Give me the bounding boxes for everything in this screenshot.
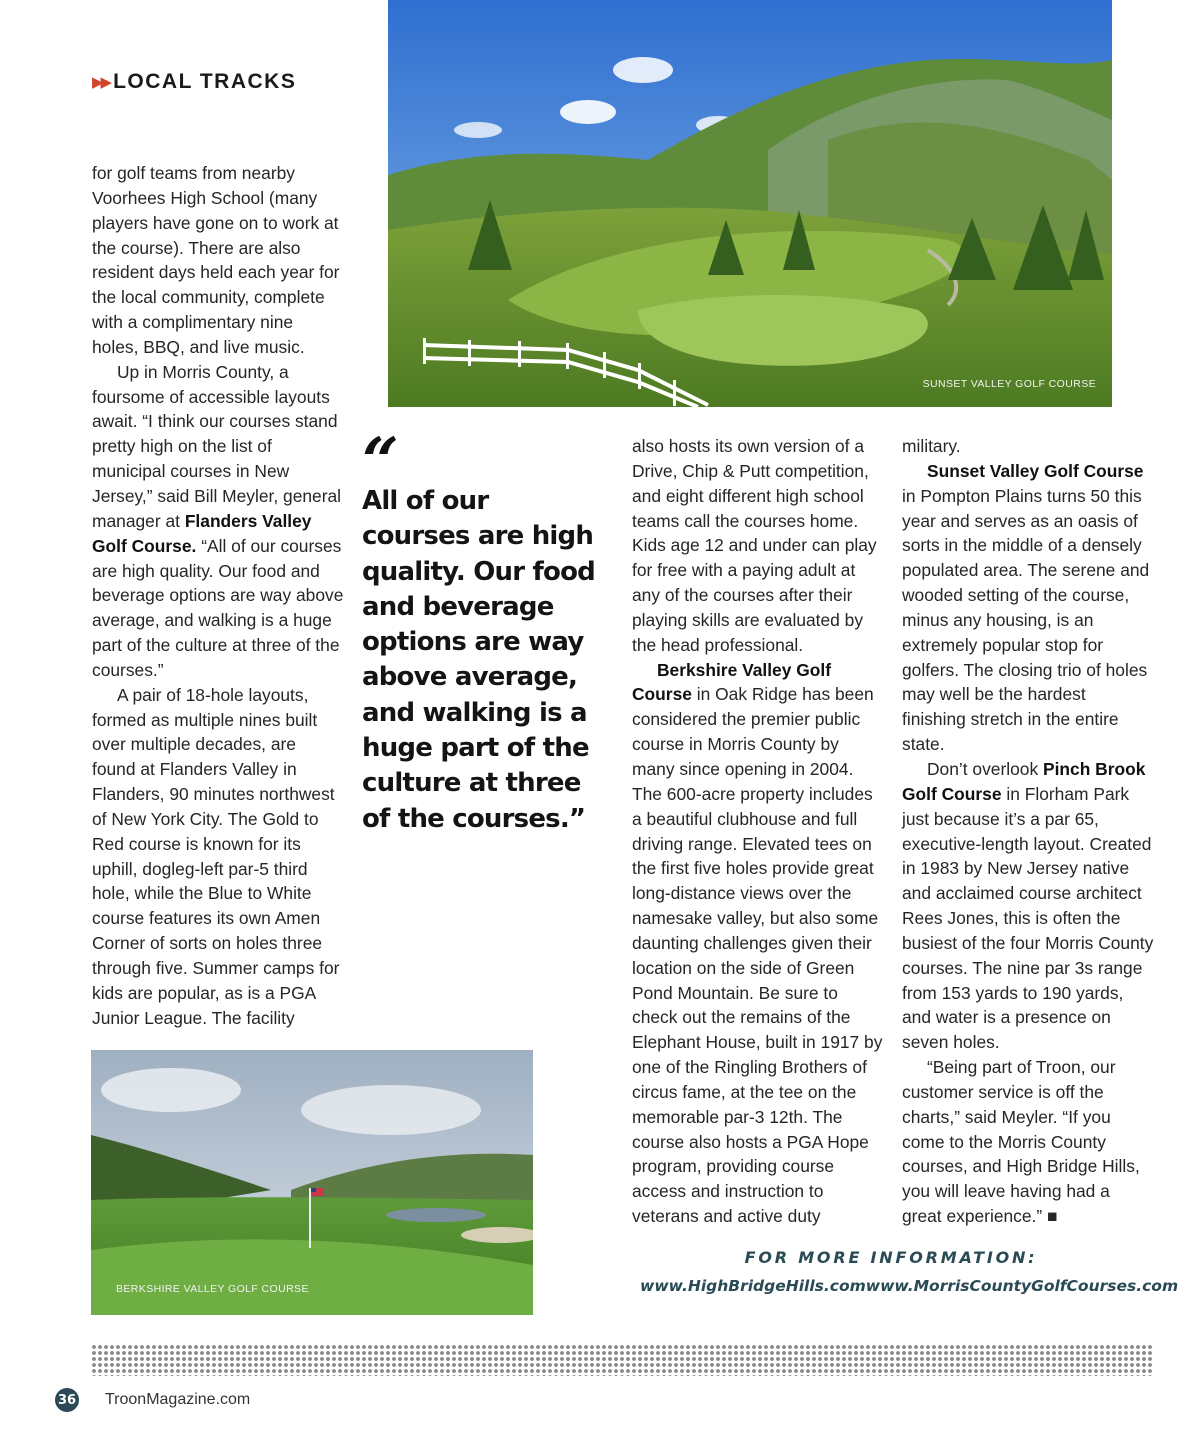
section-header xyxy=(92,70,296,94)
morriscountygolf-link[interactable]: www.MorrisCountyGolfCourses.com xyxy=(865,1277,1179,1295)
article-column-2 xyxy=(632,434,884,1229)
berkshire-valley-photo xyxy=(91,1050,533,1315)
highbridgehills-link[interactable]: www.HighBridgeHills.com xyxy=(640,1277,866,1295)
more-information xyxy=(632,1248,1179,1295)
course-name: Sunset Valley Golf Course xyxy=(927,460,1144,481)
more-info-links xyxy=(632,1277,1179,1295)
section-title: LOCAL TRACKS xyxy=(113,70,297,93)
site-url: TroonMagazine.com xyxy=(105,1391,251,1408)
paragraph: for golf teams from nearby Voorhees High School (many players have gone on to work at the course). There are also resident days held each year for the local community, complete with a complimentary nine holes, BBQ, and live music. xyxy=(92,163,340,357)
course-name: Berkshire Valley Golf Course xyxy=(632,659,831,705)
paragraph: Berkshire Valley Golf Course in Oak Ridge has been considered the premier public course in Morris County by many since opening in 2004. The 600-acre property includes a beautiful clubhouse and full driving range. Elevated tees on the first five holes provide great long-distance views over the namesake valley, but also some daunting challenges given their location on the side of Green Pond Mountain. Be sure to check out the remains of the Elephant House, built in 1917 by one of the Ringling Brothers of circus fame, at the tee on the memorable par-3 12th. The course also hosts a PGA Hope program, providing course access and instruction to veterans and active duty xyxy=(632,659,883,1227)
paragraph: Up in Morris County, a foursome of accessible layouts await. “I think our courses stand pretty high on the list of municipal courses in New Jersey,” said Bill Meyler, general manager at Flanders Valley Golf Course. “All of our courses are high quality. Our food and beverage options are way above average, and walking is a huge part of the culture at three of the courses.” xyxy=(92,361,344,680)
photo-caption: BERKSHIRE VALLEY GOLF COURSE xyxy=(116,1283,309,1295)
article-column-3 xyxy=(902,434,1154,1229)
pull-quote-text: All of our courses are high quality. Our food and beverage options are way above average, and walking is a huge part of the culture at three of the courses.” xyxy=(362,486,595,834)
paragraph: Sunset Valley Golf Course in Pompton Plains turns 50 this year and serves as an oasis of sorts in the middle of a densely populated area. The serene and wooded setting of the course, minus any housing, is an extremely popular stop for golfers. The closing trio of holes may well be the hardest finishing stretch in the entire state. xyxy=(902,460,1150,755)
more-info-title: FOR MORE INFORMATION: xyxy=(744,1248,1038,1267)
berkshire-valley-image xyxy=(91,1050,533,1315)
fast-forward-icon: ▶▶ xyxy=(92,73,110,91)
paragraph: “Being part of Troon, our customer service is off the charts,” said Meyler. “If you come to the Morris County courses, and High Bridge Hills, you will leave having had a great experience.” ■ xyxy=(902,1057,1140,1227)
photo-caption: SUNSET VALLEY GOLF COURSE xyxy=(922,378,1096,390)
quote-mark-icon: “ xyxy=(362,424,399,499)
dotted-divider xyxy=(91,1344,1152,1376)
article-column-1 xyxy=(92,161,344,1031)
paragraph: military. xyxy=(902,436,961,456)
paragraph: Don’t overlook Pinch Brook Golf Course in Florham Park just because it’s a par 65, executive-length layout. Created in 1983 by New Jersey native and acclaimed course architect Rees Jones, this is often the busiest of the four Morris County courses. The nine par 3s range from 153 yards to 190 yards, and water is a presence on seven holes. xyxy=(902,758,1154,1053)
paragraph: A pair of 18-hole layouts, formed as multiple nines built over multiple decades, are found at Flanders Valley in Flanders, 90 minutes northwest of New York City. The Gold to Red course is known for its uphill, dogleg-left par-5 third hole, while the Blue to White course features its own Amen Corner of sorts on holes three through five. Summer camps for kids are popular, as is a PGA Junior League. The facility xyxy=(92,684,340,1028)
course-name: Pinch Brook Golf Course xyxy=(902,758,1146,804)
paragraph: also hosts its own version of a Drive, Chip & Putt competition, and eight different high school teams call the courses home. Kids age 12 and under can play for free with a paying adult at any of the courses after their playing skills are evaluated by the head professional. xyxy=(632,436,877,655)
page-number-badge: 36 xyxy=(55,1388,79,1412)
sunset-valley-photo xyxy=(388,0,1112,407)
end-mark-icon: ■ xyxy=(1047,1206,1058,1227)
page-footer xyxy=(55,1388,250,1412)
pull-quote xyxy=(362,424,602,837)
sunset-valley-image xyxy=(388,0,1112,407)
course-name: Flanders Valley Golf Course. xyxy=(92,510,312,556)
